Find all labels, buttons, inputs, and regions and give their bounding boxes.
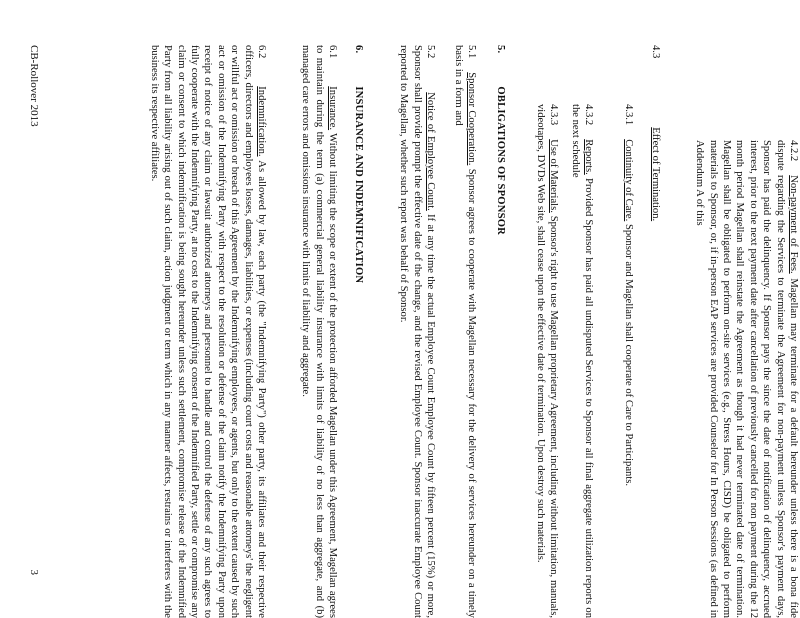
para-5-2 <box>397 45 437 618</box>
section-number: 6.2 <box>256 45 267 59</box>
section-number: 5.1 <box>466 45 477 59</box>
section-number: 4.3 <box>650 45 661 59</box>
section-number: 4.3.3 <box>548 104 559 126</box>
section-title: Non-payment of Fees. <box>788 175 799 274</box>
section-title: Sponsor Cooperation. <box>466 72 477 166</box>
section-text: Sponsor agrees to cooperate with Magellan necessary for the delivery of services hereunder on a timely basis in a form and <box>452 45 477 618</box>
heading-number: 5. <box>495 45 506 54</box>
footer-document-name: CB-Rollover 2013 <box>28 45 40 127</box>
section-text: As allowed by law, each party (the "Indemnifying Party") other party, its affiliates and their respective officers, directors and employees losses, damages, liabilities, or expenses (including court costs and reasonable attorneys' the negligent or willful act or omission or breach of this Agreement by the Indemnifying employees, or agents, but only to the extent caused by such act or omission of the Indemnifying Party with respect to the resolution or defense of the claim notify the Indemnifying Party upon receipt of notice of any claim or lawsuit authorized attorneys and personnel to handle and control the defense of any such agrees to fully cooperate with the Indemnifying Party, at no cost to the Indemnifying consent of the Indemnified Party, settle or compromise any claim or consent to which indemnification is being sought hereunder unless such settlement, compromise release of the Indemnified Party from all liability arising out of such claim, action judgment or term which in any manner affects, restrains or interferes with the business its respective affiliates. <box>148 45 267 618</box>
section-title: Notice of Employee Count. <box>425 92 436 211</box>
footer-page-number: 3 <box>28 569 40 575</box>
section-number: 4.3.1 <box>623 104 634 126</box>
section-title: Insurance. <box>327 86 338 131</box>
para-4-3-3 <box>533 104 560 618</box>
section-title: Continuity of Care. <box>623 139 634 222</box>
para-5-1 <box>451 45 478 618</box>
section-title: Use of Materials. <box>548 139 559 213</box>
para-6-2 <box>147 45 268 618</box>
section-text: If at any time the actual Employee Count Employee Count by fifteen percent (15%) or more, Sponsor shall provide prompt the effective date of the change, and the revised Employee Count. Sponsor inaccurate Employee Count reported to Magellan, whether such report was behalf of Sponsor. <box>398 45 436 618</box>
para-4-3 <box>649 45 662 605</box>
section-number: 4.2.2 <box>788 140 799 162</box>
section-number: 5.2 <box>425 45 436 59</box>
para-6-1 <box>299 45 339 618</box>
section-title: Effect of Termination. <box>650 127 661 222</box>
para-4-2-2 <box>693 140 800 618</box>
para-4-3-1 <box>622 104 635 618</box>
section-text: Provided Sponsor has paid all undisputed Services to Sponsor all final aggregate utilization reports on the next schedule <box>569 104 594 618</box>
heading-5 <box>494 45 507 605</box>
heading-6 <box>352 45 365 605</box>
section-number: 4.3.2 <box>583 104 594 126</box>
section-title: Reports. <box>583 139 594 175</box>
section-text: Without limiting the scope or extent of the protection afforded Magellan under this Agreement, Magellan agrees to maintain during the term (a) commercial general liability insurance with limits of liability of no less than aggregate, and (b) managed care errors and omissions insurance with limits of liability and aggregate. <box>300 45 338 618</box>
section-number: 6.1 <box>327 45 338 59</box>
section-title: Indemnification. <box>256 86 267 157</box>
section-text: Sponsor and Magellan shall cooperate of Care to Participants. <box>623 223 634 487</box>
section-text: Sponsor's right to use Magellan proprietary Agreement, including without limitation, manuals, videotapes, DVDs Web site, shall cease upon the effective date of termination. Upon destroy such materials. <box>534 104 559 618</box>
heading-title: INSURANCE AND INDEMNIFICATION <box>353 86 364 284</box>
para-4-3-2 <box>568 104 595 618</box>
section-text: Magellan may terminate for a default hereunder unless there is a bona fide dispute regarding the Services to terminate the Agreement for non-payment unless Sponsor's payment days, Sponsor has paid the delinquency. If Sponsor pays the since the date of notification of delinquency, accrued interest, prior to the next payment date after cancellation of previously cancelled for non payment during the 12 month period Magellan shall reinstate the Agreement as though it had never terminated date of termination. Magellan shall be obligated to perform on-site services (e.g., Stress Hours, CISD) be obligated to perform materials to Sponsor, or, if in-person EAP services are provided Counselor for In Person Sessions (as defined in Addendum A of this <box>694 140 799 618</box>
heading-number: 6. <box>353 45 364 54</box>
page-footer <box>27 45 40 575</box>
heading-title: OBLIGATIONS OF SPONSOR <box>495 86 506 235</box>
